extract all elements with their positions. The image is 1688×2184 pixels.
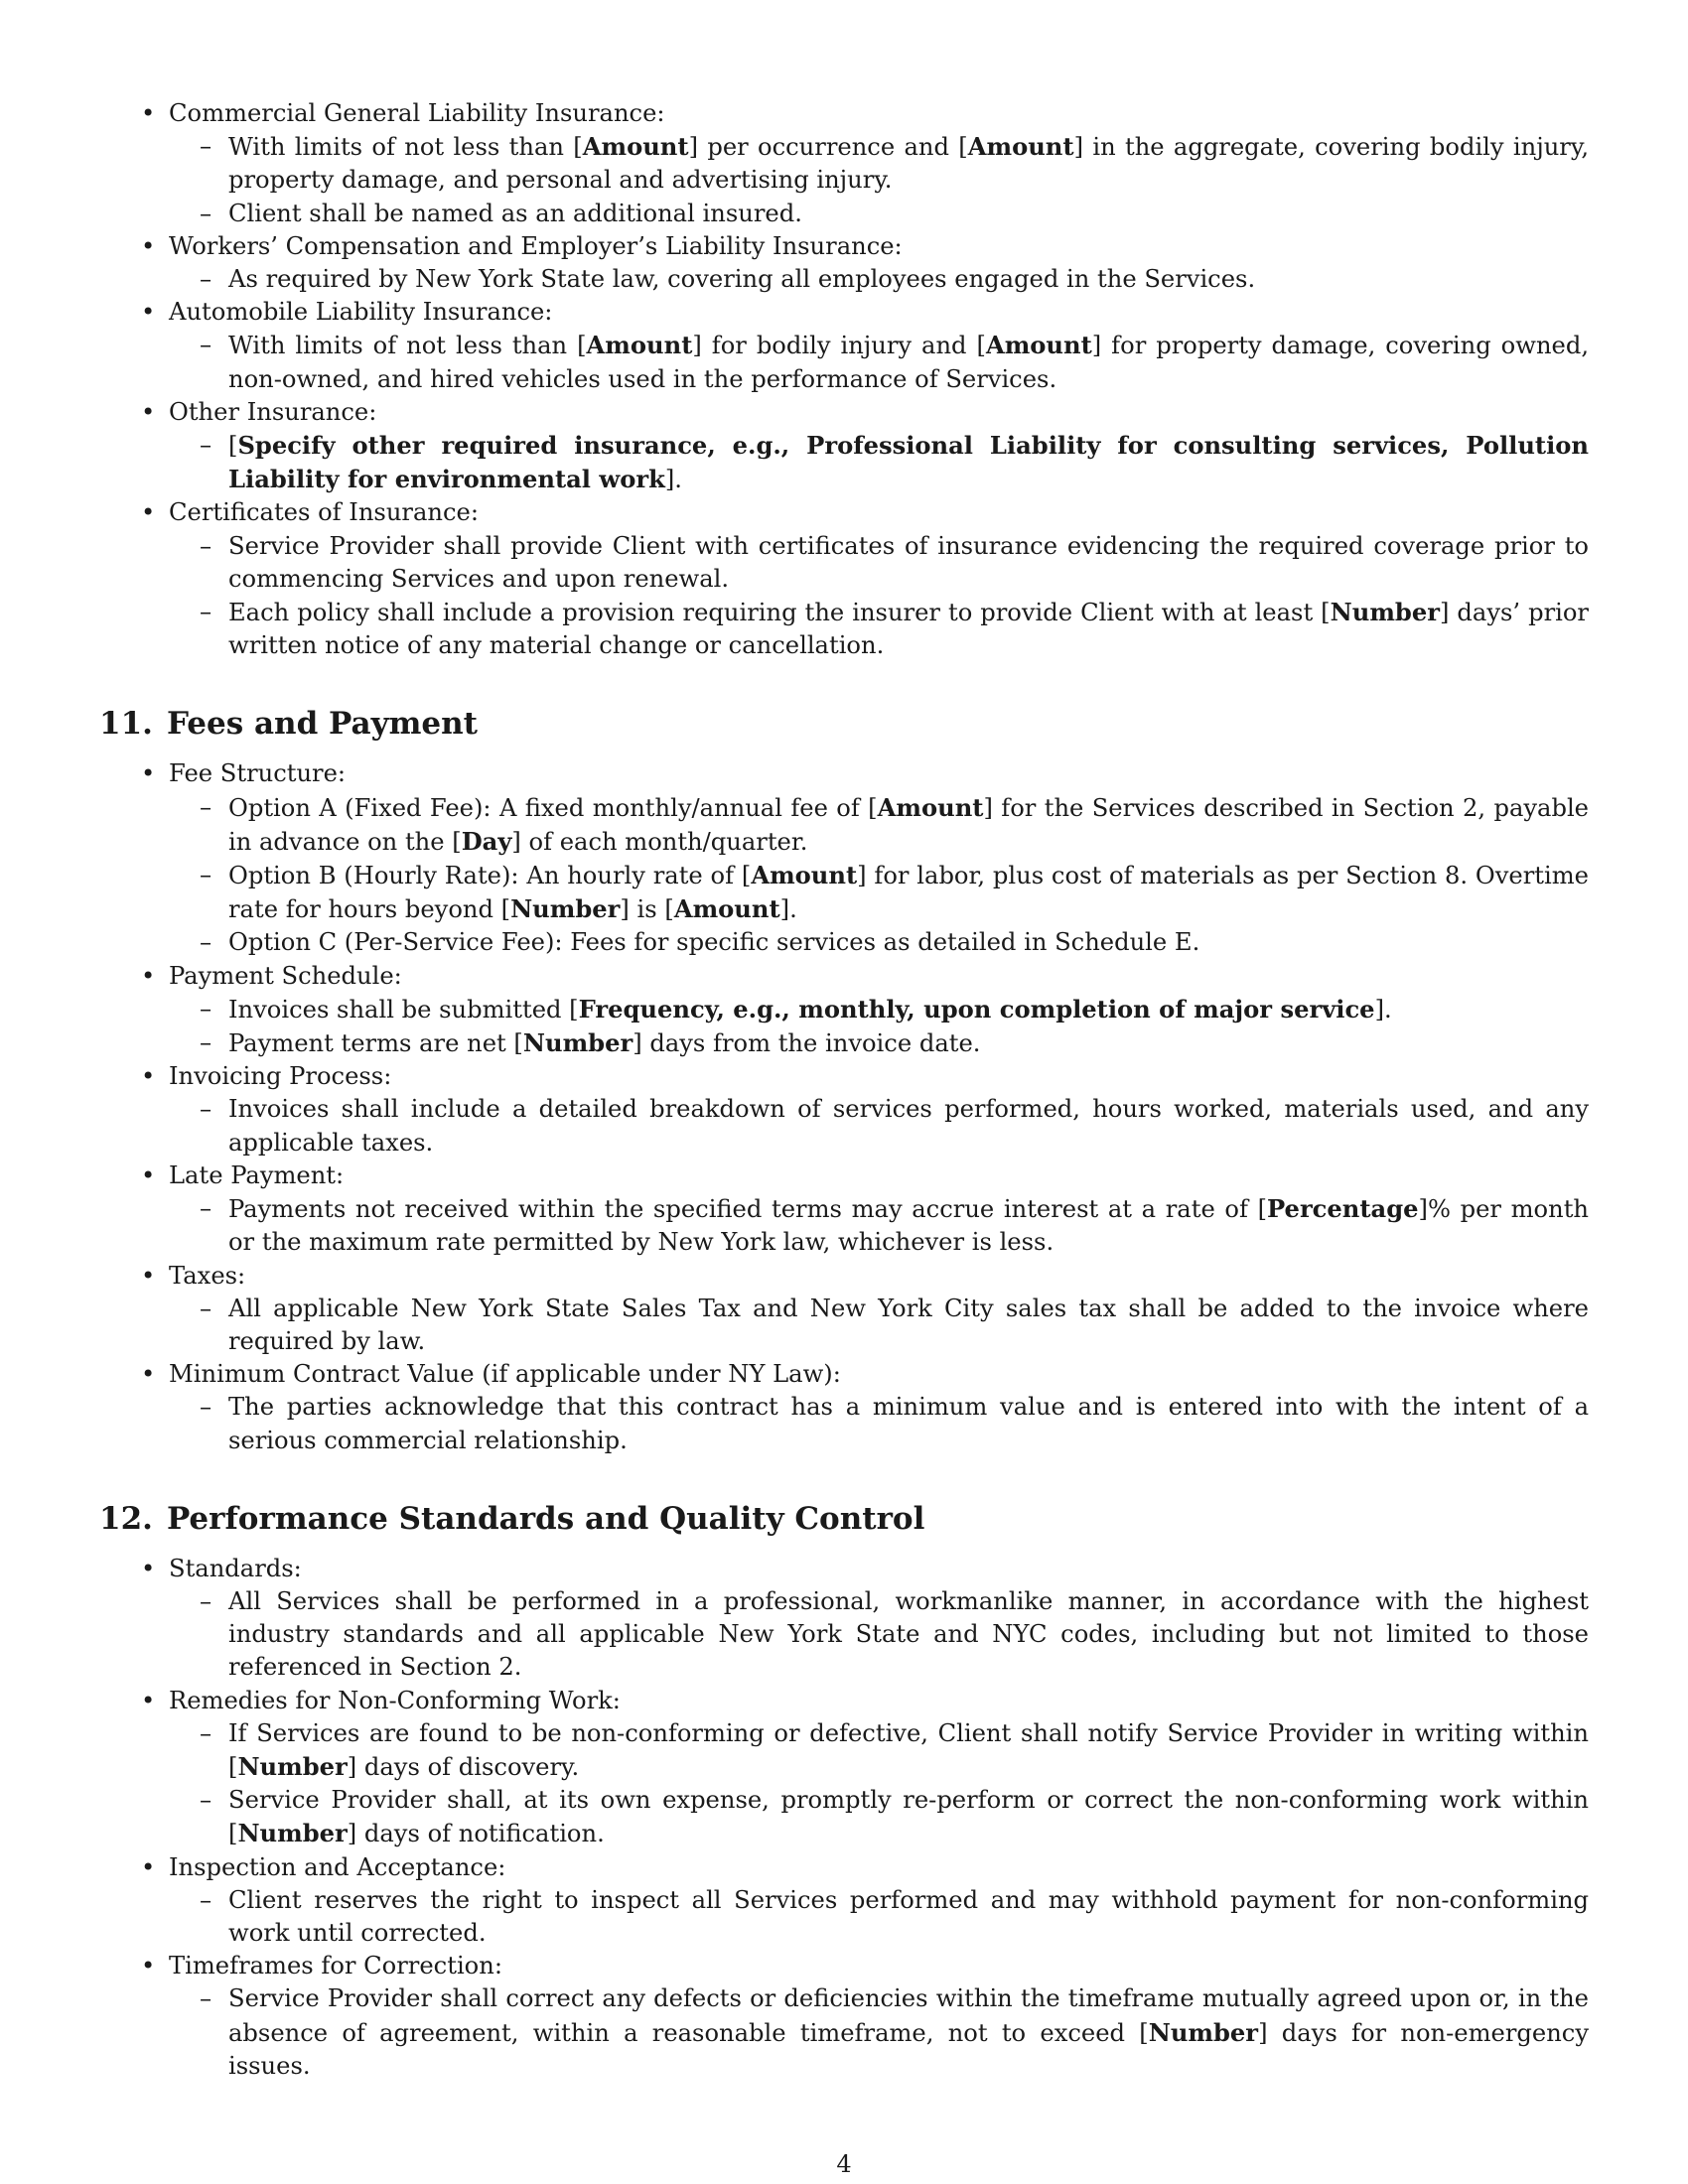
list-item (169, 960, 1589, 1061)
sub-list-item (228, 329, 1589, 395)
sub-list (169, 1293, 1589, 1358)
section-title: Performance Standards and Quality Control (166, 1500, 925, 1537)
text-run: As required by New York State law, covering all employees engaged in the Services. (228, 265, 1256, 294)
sub-list (169, 1585, 1589, 1685)
list-item (169, 1260, 1589, 1359)
text-run: All applicable New York State Sales Tax and New York City sales tax shall be added to the invoice where required by law. (228, 1294, 1589, 1355)
item-label: Workers’ Compensation and Employer’s Liability Insurance: (169, 231, 903, 260)
sub-list-item (228, 1982, 1589, 2083)
text-run: Service Provider shall, at its own expense, promptly re-perform or correct the non-conforming work within [ (228, 1786, 1589, 1848)
text-run: Invoices shall include a detailed breakdown of services performed, hours worked, materials used, and any applicable taxes. (228, 1095, 1589, 1157)
sub-list (169, 791, 1589, 960)
text-run: With limits of not less than [ (228, 332, 587, 360)
placeholder-text: Number (1330, 598, 1440, 627)
text-run: ] of each month/quarter. (511, 827, 808, 856)
placeholder-text: Amount (751, 861, 858, 890)
page-number: 4 (836, 2150, 852, 2178)
section-number: 11. (99, 706, 153, 743)
sub-list (169, 1717, 1589, 1851)
text-run: Payments not received within the specified terms may accrue interest at a rate of [ (228, 1195, 1268, 1224)
placeholder-text: Amount (673, 894, 780, 924)
text-run: Client shall be named as an additional insured. (228, 199, 802, 227)
list-item (169, 1851, 1589, 1951)
text-run: ] days of discovery. (347, 1752, 580, 1781)
sub-list-item (228, 530, 1589, 596)
sub-list-item (228, 926, 1589, 959)
text-run: Option B (Hourly Rate): An hourly rate of [ (228, 862, 752, 890)
text-run: With limits of not less than [ (228, 133, 583, 162)
sub-list-item (228, 130, 1589, 197)
placeholder-text: Number (510, 894, 621, 924)
placeholder-text: Percentage (1267, 1194, 1419, 1224)
list-item (169, 97, 1589, 230)
sub-list-item (228, 1784, 1589, 1850)
list-item (169, 1553, 1589, 1685)
placeholder-text: Amount (985, 331, 1092, 360)
text-run: Payment terms are net [ (228, 1029, 523, 1058)
placeholder-text: Specify other required insurance, e.g., Professional Liability for consulting services, Pollution Liability for environmental work (228, 431, 1589, 494)
item-label: Invoicing Process: (169, 1062, 392, 1091)
item-label: Remedies for Non-Conforming Work: (169, 1686, 621, 1714)
text-run: ] is [ (620, 895, 674, 924)
placeholder-text: Amount (967, 132, 1074, 162)
item-label: Fee Structure: (169, 759, 347, 788)
sub-list (169, 1982, 1589, 2083)
text-run: ]. (664, 466, 682, 494)
section-title: Fees and Payment (166, 706, 478, 743)
document-page (99, 97, 1589, 2083)
placeholder-text: Amount (586, 331, 693, 360)
list-item (169, 396, 1589, 497)
text-run: ] days of notification. (347, 1820, 605, 1848)
sub-list (169, 130, 1589, 230)
text-run: Invoices shall be submitted [ (228, 995, 579, 1024)
text-run: Option C (Per-Service Fee): Fees for specific services as detailed in Schedule E. (228, 928, 1200, 957)
placeholder-text: Number (522, 1028, 633, 1058)
item-label: Certificates of Insurance: (169, 498, 479, 527)
item-label: Taxes: (169, 1261, 246, 1290)
text-run: Client reserves the right to inspect all Services performed and may withhold payment for non-conforming work until corrected. (228, 1885, 1589, 1947)
sub-list-item (228, 1884, 1589, 1950)
sub-list-item (228, 1391, 1589, 1456)
sub-list (169, 993, 1589, 1060)
item-label: Minimum Contract Value (if applicable under NY Law): (169, 1360, 841, 1389)
list-item (169, 1685, 1589, 1851)
sub-list-item (228, 1585, 1589, 1685)
text-run: If Services are found to be non-conforming or defective, Client shall notify Service Provider in writing within [ (228, 1718, 1589, 1781)
list-item (169, 230, 1589, 296)
text-run: ] for property damage, covering owned, non-owned, and hired vehicles used in the performance of Services. (228, 332, 1590, 393)
list-item (169, 496, 1589, 662)
text-run: Each policy shall include a provision requiring the insurer to provide Client with at least [ (228, 599, 1331, 627)
list-item (169, 1060, 1589, 1160)
list-item (169, 1950, 1589, 2083)
text-run: ] for the Services described in Section 2, payable in advance on the [ (228, 793, 1589, 856)
placeholder-text: Frequency, e.g., monthly, upon completion of major service (578, 994, 1375, 1024)
item-label: Commercial General Liability Insurance: (169, 99, 665, 127)
sub-list (169, 329, 1589, 395)
placeholder-text: Amount (877, 792, 984, 822)
sub-list-item (228, 1093, 1589, 1159)
text-run: Option A (Fixed Fee): A fixed monthly/annual fee of [ (228, 793, 878, 822)
sub-list-item (228, 596, 1589, 662)
item-label: Timeframes for Correction: (169, 1952, 502, 1980)
item-label: Automobile Liability Insurance: (169, 298, 553, 327)
sub-list-item (228, 1293, 1589, 1358)
text-run: ] days’ prior written notice of any material change or cancellation. (228, 599, 1589, 660)
placeholder-text: Number (237, 1751, 348, 1781)
item-label: Late Payment: (169, 1160, 345, 1189)
sub-list-item (228, 993, 1589, 1026)
text-run: ] in the aggregate, covering bodily injury, property damage, and personal and advertising injury. (228, 133, 1590, 195)
placeholder-text: Day (461, 826, 512, 856)
placeholder-text: Number (237, 1819, 348, 1848)
text-run: ]. (779, 895, 797, 924)
item-label: Inspection and Acceptance: (169, 1852, 506, 1881)
section-12-heading (99, 1499, 1589, 1539)
section-11-heading (99, 704, 1589, 744)
fees-payment-list (99, 757, 1589, 1456)
text-run: [ (228, 432, 238, 461)
text-run: ] days from the invoice date. (633, 1029, 981, 1058)
sub-list (169, 1192, 1589, 1259)
text-run: ] days for non-emergency issues. (228, 2018, 1589, 2080)
placeholder-text: Number (1148, 2017, 1259, 2047)
sub-list-item (228, 1717, 1589, 1784)
item-label: Payment Schedule: (169, 961, 402, 990)
text-run: ] per occurrence and [ (688, 133, 968, 162)
sub-list-item (228, 791, 1589, 859)
text-run: All Services shall be performed in a professional, workmanlike manner, in accordance with the highest industry standards and all applicable New York State and NYC codes, including but not limited to those referenced in Section 2. (228, 1586, 1589, 1682)
sub-list-item (228, 859, 1589, 926)
insurance-list (99, 97, 1589, 662)
sub-list (169, 263, 1589, 296)
sub-list (169, 429, 1589, 496)
sub-list-item (228, 1192, 1589, 1259)
sub-list-item (228, 429, 1589, 496)
sub-list-item (228, 1026, 1589, 1060)
text-run: ] for labor, plus cost of materials as per Section 8. Overtime rate for hours beyond [ (228, 862, 1589, 924)
sub-list (169, 530, 1589, 663)
text-run: ]% per month or the maximum rate permitted by New York law, whichever is less. (228, 1195, 1589, 1257)
list-item (169, 1358, 1589, 1457)
list-item (169, 757, 1589, 959)
text-run: The parties acknowledge that this contract has a minimum value and is entered into with the intent of a serious commercial relationship. (228, 1393, 1589, 1454)
text-run: ] for bodily injury and [ (692, 332, 986, 360)
sub-list (169, 1391, 1589, 1456)
item-label: Other Insurance: (169, 397, 377, 426)
section-number: 12. (99, 1500, 153, 1537)
performance-standards-list (99, 1553, 1589, 2083)
sub-list (169, 1093, 1589, 1159)
list-item (169, 1160, 1589, 1260)
text-run: Service Provider shall provide Client with certificates of insurance evidencing the required coverage prior to commencing Services and upon renewal. (228, 531, 1589, 593)
item-label: Standards: (169, 1554, 302, 1582)
placeholder-text: Amount (582, 132, 689, 162)
text-run: ]. (1374, 995, 1392, 1024)
sub-list-item (228, 263, 1589, 296)
list-item (169, 296, 1589, 396)
sub-list (169, 1884, 1589, 1950)
sub-list-item (228, 198, 1589, 230)
text-run: Service Provider shall correct any defects or deficiencies within the timeframe mutually agreed upon or, in the absence of agreement, within a reasonable timeframe, not to exceed [ (228, 1984, 1589, 2047)
